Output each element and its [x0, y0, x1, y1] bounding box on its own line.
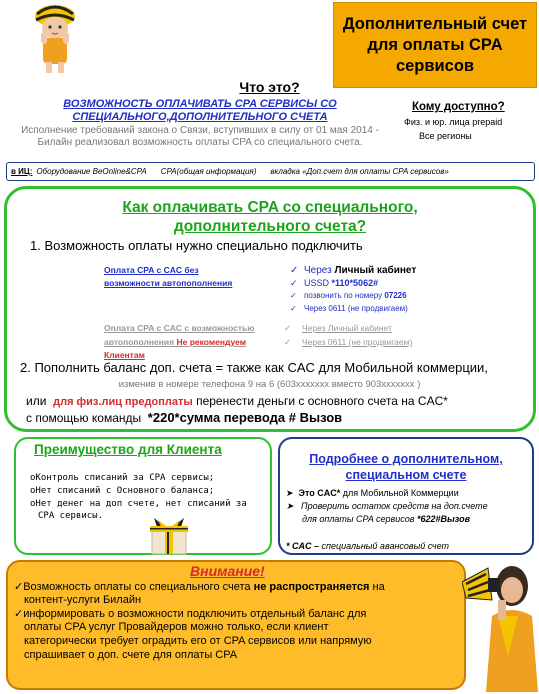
check-icon: ✓: [290, 291, 297, 300]
check-0611: ✓ Через 0611 (не продвигаем): [290, 304, 408, 313]
attention-line: ✓информировать о возможности подключить отдельный баланс для: [14, 608, 367, 620]
girl-illustration: [28, 2, 82, 74]
grey-check-personal-cabinet: ✓ Через Личный кабинет: [284, 323, 392, 333]
check-icon: ✓: [290, 304, 297, 313]
advantage-item: оНет денег на доп счете, нет списаний за: [30, 499, 247, 509]
what-line-2: СПЕЦИАЛЬНОГО,ДОПОЛНИТЕЛЬНОГО СЧЕТА: [72, 111, 328, 123]
info-bar-item-cpa[interactable]: CPA(общая информация): [160, 167, 257, 176]
info-bar: [6, 162, 535, 181]
step-1: 1. Возможность оплаты нужно специально подключить: [30, 238, 363, 253]
attention-line: ✓Возможность оплаты со специального счета не распространяется на: [14, 581, 385, 593]
woman-megaphone-illustration: [462, 556, 538, 692]
more-info-title-1: Подробнее о дополнительном,: [309, 452, 503, 466]
check-personal-cabinet: ✓ Через Личный кабинет: [290, 265, 417, 276]
gift-icon: [138, 510, 200, 558]
attention-line: спрашивает о доп. счете для оплаты CPA: [24, 649, 238, 661]
attention-line: категорически требует оградить его от CPA сервисов или напрямую: [24, 635, 372, 647]
who-line-2: Все регионы: [419, 131, 472, 141]
advantage-item: оКонтроль списаний за CPA сервисы;: [30, 473, 215, 483]
info-bar-item-tab[interactable]: вкладка «Доп.счет для оплаты CPA сервисов»: [270, 167, 449, 176]
title-box: [333, 2, 537, 88]
advantage-item: оНет списаний с Основного баланса;: [30, 486, 215, 496]
cac-footnote: * CAC – специальный авансовый счет: [286, 541, 449, 551]
check-call-number: ✓ позвонить по номеру 07226: [290, 291, 407, 300]
step-2-command: с помощью команды *220*сумма перевода # Вызов: [26, 410, 343, 425]
what-description: Исполнение требований закона о Связи, вступивших в силу от 01 мая 2014 - Билайн реализовал возможность оплаты CPA со специального счета.: [21, 125, 379, 148]
step-2-or-line: или для физ.лиц предоплаты перенести деньги с основного счета на CAC*: [26, 394, 448, 408]
what-line-1: ВОЗМОЖНОСТЬ ОПЛАЧИВАТЬ CPA СЕРВИСЫ СО: [63, 98, 337, 110]
how-to-pay-title-2: дополнительного счета?: [173, 218, 367, 235]
advantage-title: Преимущество для Клиента: [34, 442, 222, 457]
more-info-item-1: ➤ Это CAC* для Мобильной Коммерции: [286, 488, 459, 498]
attention-line: контент-услуги Билайн: [24, 594, 142, 606]
more-info-item-2-cont: для оплаты CPA сервисов *622#Вызов: [302, 514, 471, 524]
attention-line: оплаты CPA услуг Провайдеров можно только, если клиент: [24, 621, 329, 633]
option-2-line-1[interactable]: Оплата CPA с CAC с возможностью: [104, 323, 255, 333]
check-ussd: ✓ USSD *110*5062#: [290, 278, 379, 288]
who-heading: Кому доступно?: [412, 101, 505, 113]
step-2-note: изменив в номере телефона 9 на 6 (603xxxxxxx вместо 903xxxxxxx ): [118, 379, 421, 390]
info-bar-item-equipment[interactable]: Оборудование BeOnline&CPA: [36, 167, 147, 176]
advantage-item-cont: CPA сервисы.: [38, 511, 104, 521]
who-line-1: Физ. и юр. лица prepaid: [404, 117, 503, 127]
what-heading: Что это?: [239, 79, 300, 95]
check-icon: ✓: [284, 337, 292, 347]
check-icon: ✓: [290, 265, 299, 276]
option-1-line-1[interactable]: Оплата CPA с CAC без: [104, 265, 199, 275]
option-1-line-2[interactable]: возможности автопополнения: [104, 278, 233, 288]
info-bar-label: в ИЦ:: [11, 167, 33, 176]
step-2: 2. Пополнить баланс доп. счета = также как CAC для Мобильной коммерции,: [20, 360, 488, 375]
check-icon: ✓: [290, 278, 298, 288]
option-2-line-3[interactable]: Клиентам: [104, 350, 145, 360]
page-title: Дополнительный счет для оплаты CPA сервисов: [342, 14, 528, 75]
check-icon: ✓: [284, 323, 292, 333]
option-2-line-2[interactable]: автопополнения Не рекомендуем: [104, 337, 247, 347]
more-info-item-2: ➤ Проверить остаток средств на доп.счете: [286, 501, 488, 511]
grey-check-0611: ✓ Через 0611 (не продвигаем): [284, 337, 413, 347]
attention-title: Внимание!: [190, 563, 265, 579]
more-info-title-2: специальном счете: [345, 468, 467, 482]
how-to-pay-title-1: Как оплачивать CPA со специального,: [122, 199, 418, 216]
